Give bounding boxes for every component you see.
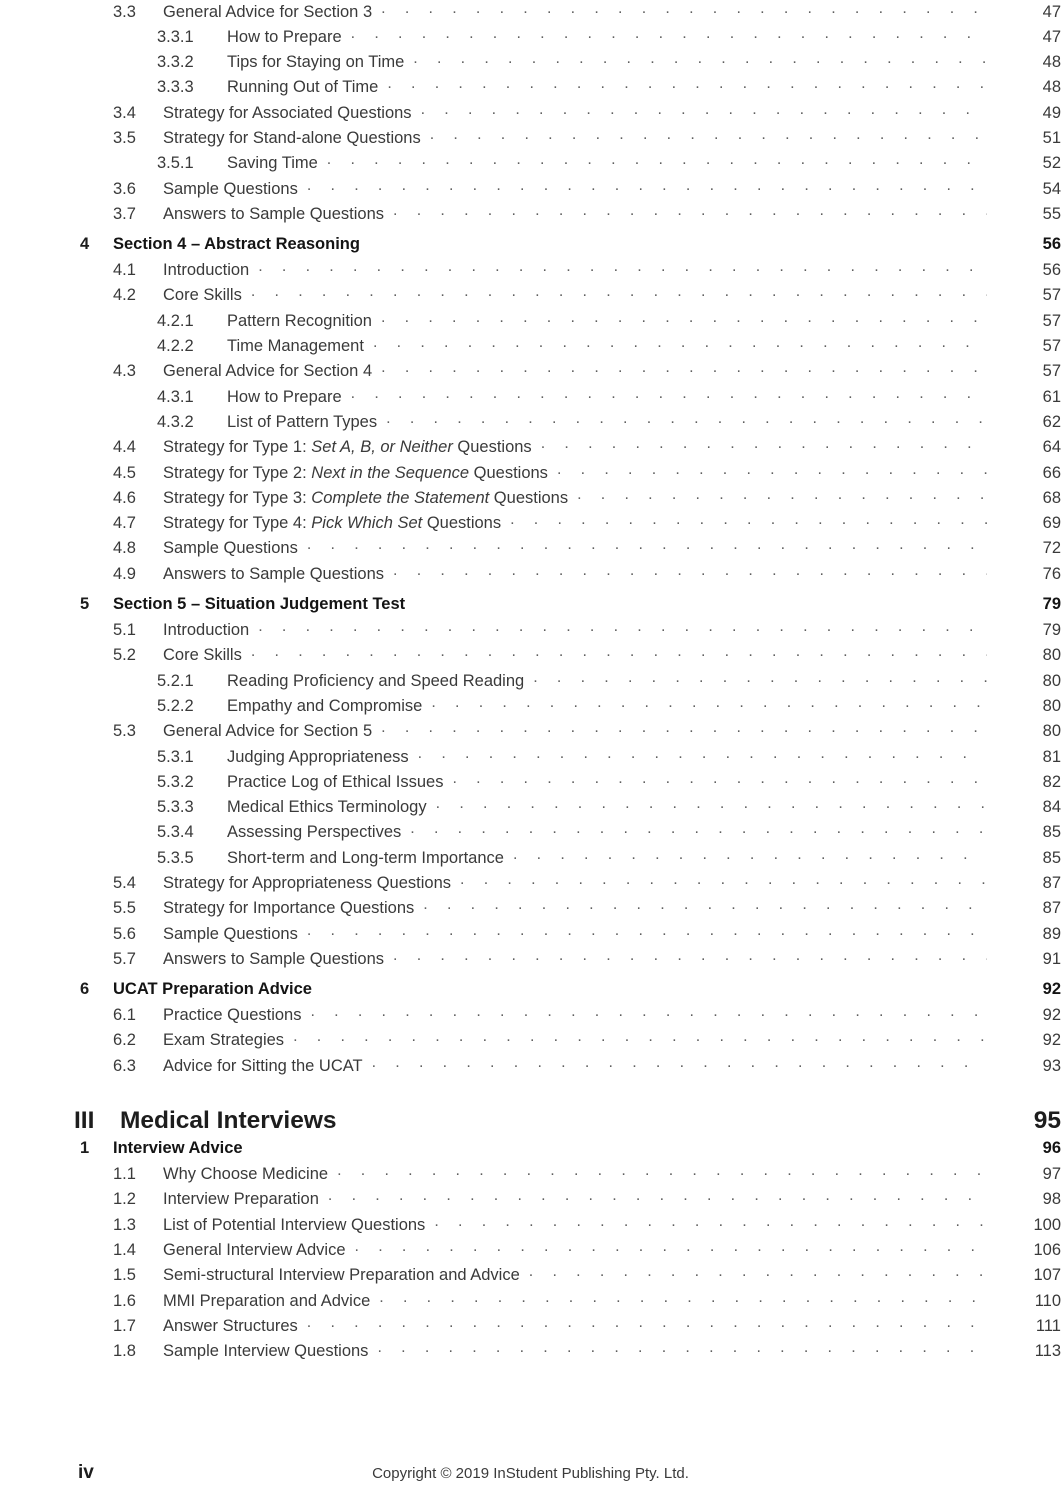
toc-entry-number: 5 [80, 595, 90, 614]
toc-entry-page-number: 98 [1042, 1190, 1061, 1209]
toc-dot-leader [252, 1137, 987, 1154]
toc-dot-leader [373, 335, 987, 352]
toc-entry-page-number: 49 [1042, 103, 1061, 122]
toc-entry-title: General Advice for Section 5 [163, 722, 373, 741]
toc-dot-leader [381, 0, 987, 17]
toc-dot-leader [513, 846, 987, 863]
toc-entry-page-number: 62 [1042, 412, 1061, 431]
toc-entry-number: 4.1 [113, 261, 136, 280]
toc-dot-leader [310, 1004, 987, 1021]
toc-entry-title: General Advice for Section 3 [163, 2, 373, 21]
toc-entry-section[interactable] [0, 644, 1061, 669]
toc-entry-chapter[interactable] [0, 973, 1061, 1004]
toc-entry-number: 5.2.1 [157, 671, 194, 690]
toc-entry-page-number: 96 [1042, 1139, 1061, 1158]
toc-entry-page-number: 89 [1042, 924, 1061, 943]
toc-entry-title: List of Pattern Types [227, 412, 378, 431]
toc-entry-page-number: 111 [1035, 1316, 1061, 1335]
toc-entry-title: UCAT Preparation Advice [113, 980, 312, 999]
page-footer [0, 1462, 1061, 1488]
toc-dot-leader [413, 51, 987, 68]
toc-entry-number: 4.3.2 [157, 412, 194, 431]
toc-dot-leader [355, 1238, 987, 1255]
toc-entry-page-number: 47 [1042, 27, 1061, 46]
toc-dot-leader [381, 309, 987, 326]
toc-entry-page-number: 100 [1033, 1215, 1061, 1234]
toc-entry-subsection[interactable] [0, 846, 1061, 871]
toc-dot-leader [337, 1163, 987, 1180]
toc-entry-subsection[interactable] [0, 152, 1061, 177]
toc-entry-number: 5.2.2 [157, 696, 194, 715]
toc-dot-leader [418, 745, 987, 762]
toc-entry-page-number: 82 [1042, 772, 1061, 791]
toc-entry-title: Core Skills [163, 646, 242, 665]
toc-entry-section[interactable] [0, 436, 1061, 461]
toc-dot-leader [307, 177, 987, 194]
toc-dot-leader [369, 233, 987, 250]
toc-entry-title-emphasis: Set A, B, or Neither [311, 438, 453, 457]
toc-entry-section[interactable] [0, 562, 1061, 587]
toc-entry-number: 5.5 [113, 899, 136, 918]
toc-dot-leader [351, 25, 987, 42]
toc-entry-section[interactable] [0, 202, 1061, 227]
toc-entry-chapter[interactable] [0, 588, 1061, 619]
toc-entry-page-number: 97 [1042, 1165, 1061, 1184]
toc-entry-section[interactable] [0, 284, 1061, 309]
toc-entry-title: Strategy for Stand-alone Questions [163, 128, 421, 147]
toc-entry-page-number: 92 [1042, 1006, 1061, 1025]
toc-entry-number: 4.8 [113, 539, 136, 558]
toc-entry-title: Saving Time [227, 154, 318, 173]
toc-dot-leader [430, 126, 987, 143]
toc-entry-title: Section 5 – Situation Judgement Test [113, 595, 406, 614]
toc-entry-number: 4.7 [113, 514, 136, 533]
toc-entry-title-prefix: Strategy for Type 1: [163, 438, 312, 457]
toc-entry-page-number: 48 [1042, 53, 1061, 72]
toc-entry-title: Short-term and Long-term Importance [227, 848, 504, 867]
toc-dot-leader [307, 537, 987, 554]
toc-entry-page-number: 110 [1034, 1291, 1061, 1310]
toc-entry-title: Practice Log of Ethical Issues [227, 772, 444, 791]
toc-dot-leader [452, 770, 987, 787]
toc-dot-leader [381, 720, 987, 737]
toc-entry-title: General Advice for Section 4 [163, 362, 373, 381]
toc-entry-page-number: 69 [1042, 514, 1061, 533]
toc-entry-section[interactable] [0, 1054, 1061, 1079]
toc-entry-number: 4.6 [113, 488, 136, 507]
toc-entry-title-emphasis: Pick Which Set [311, 514, 423, 533]
toc-entry-number: 4.9 [113, 564, 136, 583]
toc-dot-leader [387, 76, 987, 93]
toc-entry-page-number: 106 [1033, 1240, 1061, 1259]
toc-entry-section[interactable] [0, 101, 1061, 126]
toc-entry-title: Why Choose Medicine [163, 1165, 329, 1184]
toc-entry-page-number: 57 [1042, 337, 1061, 356]
toc-entry-page-number: 91 [1042, 949, 1061, 968]
toc-entry-section[interactable] [0, 1314, 1061, 1339]
toc-entry-number: 1.4 [113, 1240, 136, 1259]
toc-entry-subsection[interactable] [0, 76, 1061, 101]
toc-entry-section[interactable] [0, 461, 1061, 486]
toc-entry-title: Strategy for Importance Questions [163, 899, 415, 918]
toc-entry-number: 1 [80, 1139, 90, 1158]
toc-entry-page-number: 76 [1042, 564, 1061, 583]
toc-entry-number: 3.3.2 [157, 53, 194, 72]
toc-entry-title: Strategy for Appropriateness Questions [163, 874, 451, 892]
toc-entry-page-number: 51 [1042, 128, 1061, 147]
toc-entry-title-suffix: Questions [422, 514, 502, 533]
toc-entry-title-emphasis: Next in the Sequence [311, 463, 470, 482]
toc-dot-leader [410, 821, 987, 838]
toc-entry-title: Semi-structural Interview Preparation and Advice [163, 1266, 520, 1285]
toc-entry-subsection[interactable] [0, 385, 1061, 410]
toc-entry-title-suffix: Questions [452, 438, 532, 457]
toc-entry-page-number: 55 [1042, 204, 1061, 223]
toc-entry-page-number: 47 [1042, 2, 1061, 21]
toc-entry-number: 4.4 [113, 438, 136, 457]
toc-dot-leader [393, 947, 987, 964]
toc-dot-leader [328, 1188, 987, 1205]
toc-entry-number: 3.5 [113, 128, 136, 147]
toc-entry-number: 3.3.1 [157, 27, 194, 46]
toc-entry-page-number: 66 [1042, 463, 1061, 482]
toc-entry-title: Practice Questions [163, 1006, 302, 1025]
toc-entry-page-number: 56 [1042, 261, 1061, 280]
toc-entry-number: 5.3 [113, 722, 136, 741]
toc-dot-leader [372, 1054, 987, 1071]
toc-entry-title [163, 489, 577, 508]
toc-entry-chapter[interactable] [0, 1132, 1061, 1163]
toc-entry-title: Introduction [163, 621, 250, 640]
toc-entry-section[interactable] [0, 720, 1061, 745]
toc-entry-section[interactable] [0, 922, 1061, 947]
toc-entry-number: 5.3.4 [157, 823, 194, 842]
toc-entry-number: 4.2.1 [157, 311, 194, 330]
toc-entry-section[interactable] [0, 897, 1061, 922]
toc-entry-number: 1.7 [113, 1316, 136, 1335]
toc-entry-number: 5.3.2 [157, 772, 194, 791]
toc-entry-section[interactable] [0, 537, 1061, 562]
toc-entry-title: Exam Strategies [163, 1031, 285, 1050]
toc-dot-leader [321, 978, 987, 995]
toc-dot-leader [381, 360, 987, 377]
toc-entry-page-number: 85 [1042, 848, 1061, 867]
toc-entry-number: 4 [80, 235, 90, 254]
toc-entry-page-number: 93 [1042, 1056, 1061, 1075]
toc-entry-page-number: 48 [1042, 78, 1061, 97]
toc-entry-title: Answer Structures [163, 1316, 298, 1335]
toc-entry-number: 3.6 [113, 179, 136, 198]
toc-entry-title: Medical Interviews [120, 1107, 337, 1135]
toc-entry-page-number: 72 [1042, 539, 1061, 558]
toc-entry-title [163, 438, 541, 457]
toc-dot-leader [377, 1340, 987, 1357]
toc-entry-page-number: 57 [1042, 311, 1061, 330]
toc-entry-title: Answers to Sample Questions [163, 204, 385, 223]
toc-entry-number: 1.3 [113, 1215, 136, 1234]
toc-entry-page-number: 57 [1042, 286, 1061, 305]
toc-entry-title: Advice for Sitting the UCAT [163, 1056, 363, 1075]
toc-dot-leader [533, 669, 987, 686]
toc-entry-number: 5.3.3 [157, 798, 194, 817]
toc-entry-section[interactable] [0, 872, 1061, 897]
toc-entry-number: 3.7 [113, 204, 136, 223]
toc-dot-leader [307, 1314, 987, 1331]
toc-entry-section[interactable] [0, 512, 1061, 537]
toc-entry-number: 3.3.3 [157, 78, 194, 97]
toc-entry-number: 3.3 [113, 2, 136, 21]
toc-entry-page-number: 107 [1033, 1266, 1061, 1285]
toc-entry-page-number: 113 [1034, 1342, 1061, 1361]
toc-entry-section[interactable] [0, 1264, 1061, 1289]
toc-entry-section[interactable] [0, 177, 1061, 202]
toc-entry-page-number: 85 [1042, 823, 1061, 842]
toc-entry-number: 1.2 [113, 1190, 136, 1209]
toc-entry-number: 6.3 [113, 1056, 136, 1075]
toc-entry-number: 1.5 [113, 1266, 136, 1285]
toc-entry-subsection[interactable] [0, 309, 1061, 334]
toc-dot-leader [557, 461, 987, 478]
toc-dot-leader [414, 593, 987, 610]
toc-entry-subsection[interactable] [0, 745, 1061, 770]
toc-dot-leader [510, 512, 987, 529]
toc-dot-leader [529, 1264, 987, 1281]
toc-entry-subsection[interactable] [0, 821, 1061, 846]
toc-entry-title: How to Prepare [227, 27, 342, 46]
toc-entry-number: 1.8 [113, 1342, 136, 1361]
toc-entry-page-number: 57 [1042, 362, 1061, 381]
toc-dot-leader [386, 410, 987, 427]
toc-entry-chapter[interactable] [0, 228, 1061, 259]
toc-entry-title-suffix: Questions [469, 463, 548, 482]
toc-dot-leader [421, 101, 987, 118]
toc-entry-page-number: 92 [1042, 1031, 1061, 1050]
toc-entry-section[interactable] [0, 619, 1061, 644]
toc-entry-section[interactable] [0, 1188, 1061, 1213]
toc-entry-number: III [74, 1107, 95, 1135]
toc-entry-title: Answers to Sample Questions [163, 949, 385, 968]
toc-dot-leader [293, 1029, 987, 1046]
toc-entry-title [163, 514, 510, 533]
toc-dot-leader [423, 897, 987, 914]
toc-entry-section[interactable] [0, 1289, 1061, 1314]
toc-entry-page-number: 87 [1042, 899, 1061, 918]
toc-entry-number: 5.6 [113, 924, 136, 943]
toc-entry-title: Time Management [227, 337, 364, 356]
toc-entry-title: Tips for Staying on Time [227, 53, 405, 72]
toc-entry-title: Sample Questions [163, 924, 298, 943]
folio-page-number: iv [78, 1462, 94, 1483]
toc-entry-subsection[interactable] [0, 796, 1061, 821]
toc-entry-title: Answers to Sample Questions [163, 564, 385, 583]
toc-entry-number: 4.5 [113, 463, 136, 482]
toc-entry-title: Sample Interview Questions [163, 1342, 369, 1361]
toc-entry-page-number: 61 [1042, 387, 1061, 406]
toc-dot-leader [393, 202, 987, 219]
toc-dot-leader [436, 796, 987, 813]
toc-entry-page-number: 79 [1042, 621, 1061, 640]
toc-entry-section[interactable] [0, 486, 1061, 511]
toc-dot-leader [258, 259, 987, 276]
toc-dot-leader [258, 619, 987, 636]
toc-entry-number: 5.3.5 [157, 848, 194, 867]
toc-entry-title-prefix: Strategy for Type 4: [163, 514, 312, 533]
toc-entry-subsection[interactable] [0, 694, 1061, 719]
toc-entry-title: Pattern Recognition [227, 311, 372, 330]
toc-entry-title: Introduction [163, 261, 250, 280]
toc-entry-title: How to Prepare [227, 387, 342, 406]
toc-dot-leader [251, 284, 987, 301]
toc-entry-title: Core Skills [163, 286, 242, 305]
toc-entry-title: List of Potential Interview Questions [163, 1215, 426, 1234]
toc-entry-number: 5.2 [113, 646, 136, 665]
copyright-notice: Copyright © 2019 InStudent Publishing Pty. Ltd. [372, 1465, 689, 1482]
toc-entry-title-suffix: Questions [489, 488, 569, 507]
toc-entry-number: 3.4 [113, 103, 136, 122]
toc-entry-page-number: 80 [1042, 671, 1061, 690]
toc-entry-title: Judging Appropriateness [227, 747, 409, 766]
toc-dot-leader [434, 1213, 987, 1230]
toc-dot-leader [307, 922, 987, 939]
toc-entry-section[interactable] [0, 1340, 1061, 1365]
toc-entry-section[interactable] [0, 947, 1061, 972]
toc-entry-section[interactable] [0, 1004, 1061, 1029]
toc-entry-title: Interview Preparation [163, 1190, 319, 1209]
toc-dot-leader [351, 385, 987, 402]
toc-entry-number: 4.3.1 [157, 387, 194, 406]
toc-entry-subsection[interactable] [0, 25, 1061, 50]
toc-dot-leader [327, 152, 987, 169]
toc-dot-leader [541, 436, 987, 453]
toc-entry-number: 3.5.1 [157, 154, 194, 173]
toc-entry-title: Empathy and Compromise [227, 696, 423, 715]
toc-entry-section[interactable] [0, 1029, 1061, 1054]
toc-entry-title: Assessing Perspectives [227, 823, 402, 842]
toc-entry-number: 5.1 [113, 621, 136, 640]
toc-dot-leader [460, 872, 987, 889]
toc-entry-number: 6 [80, 980, 90, 999]
toc-entry-page-number: 64 [1042, 438, 1061, 457]
toc-entry-number: 4.2 [113, 286, 136, 305]
toc-entry-title-emphasis: Complete the Statement [311, 488, 490, 507]
toc-entry-page-number: 80 [1042, 646, 1061, 665]
toc-entry-title: MMI Preparation and Advice [163, 1291, 371, 1310]
toc-entry-page-number: 80 [1042, 696, 1061, 715]
toc-entry-section[interactable] [0, 259, 1061, 284]
toc-entry-number: 6.2 [113, 1031, 136, 1050]
toc-entry-page-number: 79 [1042, 595, 1061, 614]
toc-entry-page-number: 92 [1042, 980, 1061, 999]
toc-entry-part[interactable] [0, 1080, 1061, 1135]
toc-entry-section[interactable] [0, 0, 1061, 25]
toc-entry-title: Running Out of Time [227, 78, 379, 97]
toc-entry-subsection[interactable] [0, 51, 1061, 76]
toc-entry-number: 5.4 [113, 874, 136, 892]
toc-entry-number: 5.7 [113, 949, 136, 968]
toc-entry-title: Sample Questions [163, 539, 298, 558]
toc-dot-leader [431, 694, 987, 711]
toc-entry-number: 1.1 [113, 1165, 136, 1184]
toc-entry-page-number: 68 [1042, 488, 1061, 507]
toc-dot-leader [393, 562, 987, 579]
toc-dot-leader [379, 1289, 987, 1306]
toc-entry-subsection[interactable] [0, 410, 1061, 435]
toc-entry-subsection[interactable] [0, 669, 1061, 694]
toc-entry-section[interactable] [0, 1213, 1061, 1238]
toc-entry-section[interactable] [0, 1163, 1061, 1188]
toc-entry-number: 1.6 [113, 1291, 136, 1310]
toc-entry-section[interactable] [0, 1238, 1061, 1263]
toc-entry-title: Section 4 – Abstract Reasoning [113, 235, 360, 254]
toc-entry-subsection[interactable] [0, 770, 1061, 795]
toc-entry-title: Reading Proficiency and Speed Reading [227, 671, 525, 690]
toc-entry-page-number: 80 [1042, 722, 1061, 741]
toc-entry-title-prefix: Strategy for Type 2: [163, 463, 312, 482]
toc-entry-page-number: 56 [1042, 235, 1061, 254]
toc-entry-page-number: 54 [1042, 179, 1061, 198]
toc-entry-page-number: 81 [1042, 747, 1061, 766]
toc-entry-title [163, 464, 557, 483]
toc-entry-number: 5.3.1 [157, 747, 194, 766]
toc-dot-leader [346, 1104, 977, 1129]
toc-entry-page-number: 84 [1042, 798, 1061, 817]
toc-entry-title: General Interview Advice [163, 1240, 346, 1259]
toc-entry-page-number: 87 [1042, 874, 1061, 892]
toc-entry-page-number: 52 [1042, 154, 1061, 173]
toc-entry-title-prefix: Strategy for Type 3: [163, 488, 312, 507]
toc-entry-title: Interview Advice [113, 1139, 243, 1158]
toc-entry-title: Strategy for Associated Questions [163, 103, 412, 122]
toc-entry-title: Sample Questions [163, 179, 298, 198]
toc-entry-section[interactable] [0, 360, 1061, 385]
toc-entry-section[interactable] [0, 126, 1061, 151]
toc-entry-title: Medical Ethics Terminology [227, 798, 427, 817]
toc-entry-subsection[interactable] [0, 335, 1061, 360]
toc-entry-number: 6.1 [113, 1006, 136, 1025]
toc-entry-number: 4.3 [113, 362, 136, 381]
toc-entry-page-number: 95 [1033, 1107, 1061, 1135]
toc-dot-leader [251, 644, 987, 661]
toc-dot-leader [577, 486, 987, 503]
toc-entry-number: 4.2.2 [157, 337, 194, 356]
